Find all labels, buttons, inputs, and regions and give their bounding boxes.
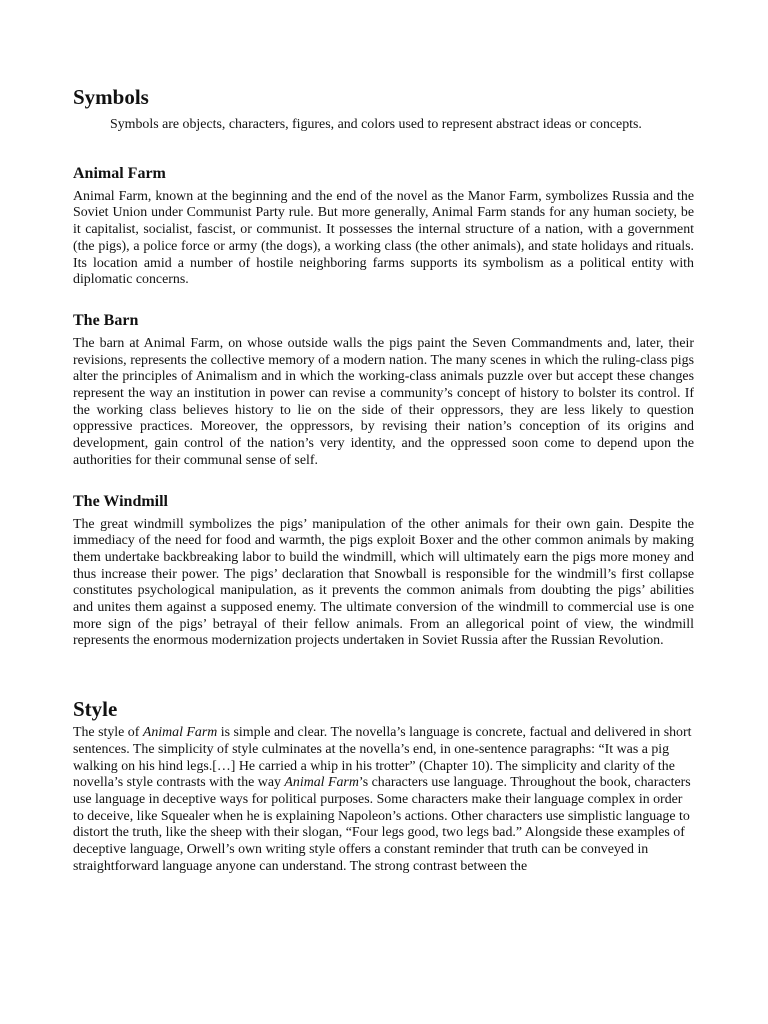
style-title: Style — [73, 697, 118, 722]
style-italic-title-2: Animal Farm — [284, 775, 359, 791]
animal-farm-paragraph: Animal Farm, known at the beginning and the end of the novel as the Manor Farm, symbolizes Russia and the Soviet Union under Communist Party rule. But more generally, Animal Farm stands for any human society, be it capitalist, socialist, fascist, or communist. It possesses the internal structure of a nation, with a government (the pigs), a police force or army (the dogs), a working class (the other animals), and state holidays and rituals. Its location amid a number of hostile neighboring farms supports its symbolism as a political entity with diplomatic concerns. — [73, 188, 694, 288]
style-text-1: The style of — [73, 725, 143, 741]
style-text-2: is simple and clear. The novella’s language is concrete, factual and delivered in short sentences. The simplicity of style culminates at the novella’s end, in one-sentence paragraphs: “It was a pig walking on his hind legs.[…] He carried a whip in his trotter” (Chapter 10). The simplicity and clarity of the novella’s style contrasts with the way — [73, 725, 692, 791]
style-italic-title-1: Animal Farm — [142, 725, 218, 741]
windmill-heading: The Windmill — [73, 492, 168, 510]
symbols-intro: Symbols are objects, characters, figures, and colors used to represent abstract ideas or concepts. — [110, 117, 642, 132]
style-paragraph — [73, 725, 694, 875]
document-page — [73, 84, 694, 876]
barn-paragraph: The barn at Animal Farm, on whose outside walls the pigs paint the Seven Commandments and, later, their revisions, represents the collective memory of a modern nation. The many scenes in which the ruling-class pigs alter the principles of Animalism and in which the working-class animals puzzle over but accept these changes represent the way an institution in power can revise a community’s concept of history to bolster its control. If the working class believes history to lie on the side of their oppressors, they are less likely to question oppressive practices. Moreover, the oppressors, by revising their nation’s conception of its origins and development, gain control of the nation’s very identity, and the oppressed soon come to depend upon the authorities for their communal sense of self. — [73, 335, 694, 468]
barn-heading: The Barn — [73, 311, 139, 329]
animal-farm-heading: Animal Farm — [73, 164, 166, 182]
style-text-3: ’s characters use language. Throughout the book, characters use language in deceptive ways for political purposes. Some characters make their language complex in order to deceive, like Squealer when he is explaining Napoleon’s actions. Other characters use simplistic language to distort the truth, like the sheep with their slogan, “Four legs good, two legs bad.” Alongside these examples of deceptive language, Orwell’s own writing style offers a constant reminder that truth can be conveyed in straightforward language anyone can understand. The strong contrast between the — [73, 775, 691, 874]
windmill-paragraph: The great windmill symbolizes the pigs’ manipulation of the other animals for their own gain. Despite the immediacy of the need for food and warmth, the pigs exploit Boxer and the other common animals by making them undertake backbreaking labor to build the windmill, which will ultimately earn the pigs more money and thus increase their power. The pigs’ declaration that Snowball is responsible for the windmill’s first collapse constitutes psychological manipulation, as it prevents the common animals from doubting the pigs’ abilities and unites them against a supposed enemy. The ultimate conversion of the windmill to commercial use is one more sign of the pigs’ betrayal of their fellow animals. From an allegorical point of view, the windmill represents the enormous modernization projects undertaken in Soviet Russia after the Russian Revolution. — [73, 516, 694, 649]
symbols-title: Symbols — [73, 85, 149, 109]
